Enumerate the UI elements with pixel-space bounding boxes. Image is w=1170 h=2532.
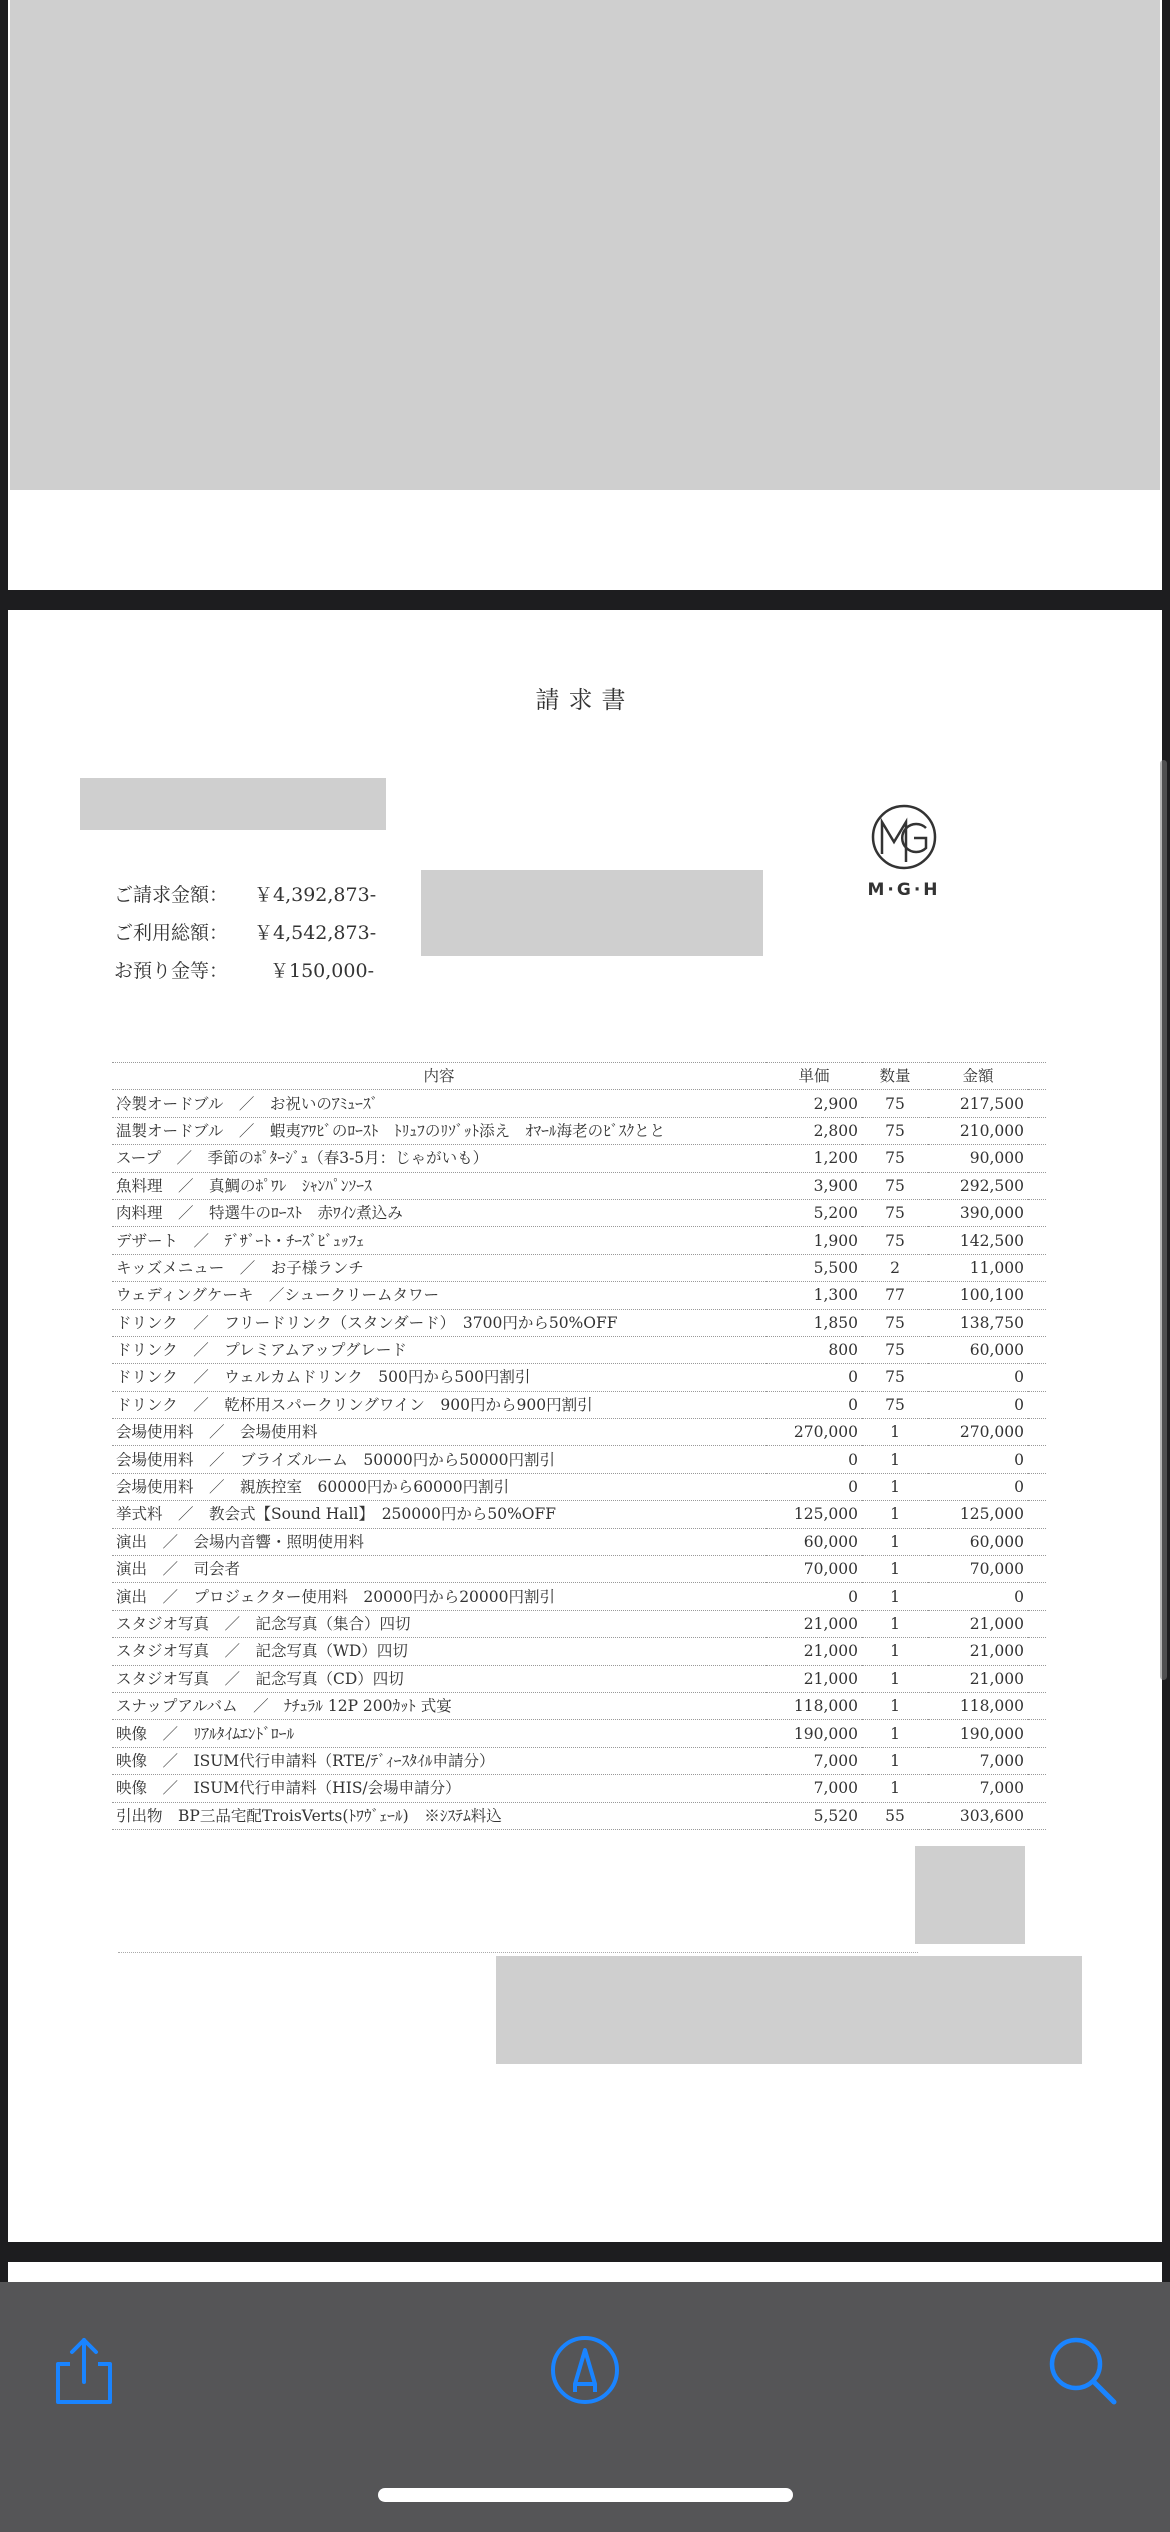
summary-label: ご請求金額： bbox=[114, 884, 229, 906]
cell-spacer bbox=[1028, 1391, 1046, 1418]
share-button[interactable] bbox=[44, 2330, 124, 2410]
cell-quantity: 75 bbox=[862, 1172, 928, 1199]
logo-text: M·G·H bbox=[867, 880, 941, 900]
table-header-row bbox=[112, 1063, 1046, 1090]
cell-spacer bbox=[1028, 1610, 1046, 1637]
table-row bbox=[112, 1364, 1046, 1391]
cell-spacer bbox=[1028, 1501, 1046, 1528]
cell-description: 映像 ／ ISUM代行申請料（RTE/ﾃﾞｨｰｽﾀｲﾙ申請分） bbox=[112, 1747, 766, 1774]
cell-spacer bbox=[1028, 1117, 1046, 1144]
cell-amount: 21,000 bbox=[928, 1638, 1028, 1665]
markup-icon bbox=[545, 2330, 625, 2410]
table-body bbox=[112, 1090, 1046, 1830]
cell-description: キッズメニュー ／ お子様ランチ bbox=[112, 1254, 766, 1281]
cell-spacer bbox=[1028, 1528, 1046, 1555]
header-amount: 金額 bbox=[928, 1063, 1028, 1090]
cell-unit-price: 7,000 bbox=[766, 1747, 862, 1774]
cell-amount: 11,000 bbox=[928, 1254, 1028, 1281]
table-row bbox=[112, 1117, 1046, 1144]
redacted-total bbox=[915, 1846, 1025, 1944]
cell-description: 肉料理 ／ 特選牛のﾛｰｽﾄ 赤ﾜｲﾝ煮込み bbox=[112, 1199, 766, 1226]
cell-amount: 190,000 bbox=[928, 1720, 1028, 1747]
cell-unit-price: 0 bbox=[766, 1583, 862, 1610]
header-description: 内容 bbox=[112, 1063, 766, 1090]
cell-amount: 390,000 bbox=[928, 1199, 1028, 1226]
cell-amount: 7,000 bbox=[928, 1775, 1028, 1802]
cell-description: 挙式料 ／ 教会式【Sound Hall】 250000円から50%OFF bbox=[112, 1501, 766, 1528]
redacted-area bbox=[10, 0, 1160, 490]
cell-spacer bbox=[1028, 1090, 1046, 1117]
cell-amount: 125,000 bbox=[928, 1501, 1028, 1528]
cell-description: スタジオ写真 ／ 記念写真（CD）四切 bbox=[112, 1665, 766, 1692]
cell-spacer bbox=[1028, 1227, 1046, 1254]
cell-description: スナップアルバム ／ ﾅﾁｭﾗﾙ 12P 200ｶｯﾄ 式宴 bbox=[112, 1692, 766, 1719]
cell-amount: 70,000 bbox=[928, 1556, 1028, 1583]
search-icon bbox=[1042, 2330, 1122, 2410]
cell-spacer bbox=[1028, 1199, 1046, 1226]
cell-amount: 21,000 bbox=[928, 1610, 1028, 1637]
cell-unit-price: 800 bbox=[766, 1336, 862, 1363]
cell-description: 演出 ／ プロジェクター使用料 20000円から20000円割引 bbox=[112, 1583, 766, 1610]
cell-quantity: 75 bbox=[862, 1145, 928, 1172]
divider bbox=[118, 1952, 918, 1953]
cell-spacer bbox=[1028, 1638, 1046, 1665]
cell-description: 会場使用料 ／ 親族控室 60000円から60000円割引 bbox=[112, 1473, 766, 1500]
pdf-page-1 bbox=[8, 0, 1162, 590]
cell-spacer bbox=[1028, 1556, 1046, 1583]
cell-spacer bbox=[1028, 1473, 1046, 1500]
table-row bbox=[112, 1446, 1046, 1473]
table-row bbox=[112, 1610, 1046, 1637]
cell-amount: 210,000 bbox=[928, 1117, 1028, 1144]
cell-unit-price: 3,900 bbox=[766, 1172, 862, 1199]
table-row bbox=[112, 1336, 1046, 1363]
company-logo bbox=[844, 802, 964, 900]
cell-amount: 60,000 bbox=[928, 1528, 1028, 1555]
cell-unit-price: 0 bbox=[766, 1364, 862, 1391]
cell-unit-price: 5,520 bbox=[766, 1802, 862, 1829]
cell-quantity: 1 bbox=[862, 1556, 928, 1583]
cell-description: スタジオ写真 ／ 記念写真（WD）四切 bbox=[112, 1638, 766, 1665]
logo-mark-icon bbox=[868, 802, 940, 872]
cell-quantity: 75 bbox=[862, 1117, 928, 1144]
cell-amount: 0 bbox=[928, 1364, 1028, 1391]
table-row bbox=[112, 1090, 1046, 1117]
cell-quantity: 1 bbox=[862, 1528, 928, 1555]
cell-quantity: 75 bbox=[862, 1391, 928, 1418]
cell-quantity: 1 bbox=[862, 1775, 928, 1802]
table-row bbox=[112, 1775, 1046, 1802]
cell-amount: 292,500 bbox=[928, 1172, 1028, 1199]
cell-description: ドリンク ／ フリードリンク（スタンダード） 3700円から50%OFF bbox=[112, 1309, 766, 1336]
cell-quantity: 75 bbox=[862, 1199, 928, 1226]
table-row bbox=[112, 1473, 1046, 1500]
table-row bbox=[112, 1199, 1046, 1226]
usage-total-row bbox=[114, 918, 376, 945]
cell-amount: 90,000 bbox=[928, 1145, 1028, 1172]
table-row bbox=[112, 1419, 1046, 1446]
cell-unit-price: 1,300 bbox=[766, 1282, 862, 1309]
cell-spacer bbox=[1028, 1747, 1046, 1774]
cell-description: 温製オードブル ／ 蝦夷ｱﾜﾋﾞのﾛｰｽﾄ ﾄﾘｭﾌのﾘｿﾞｯﾄ添え ｵﾏｰﾙ海老のﾋﾞｽｸとと bbox=[112, 1117, 766, 1144]
cell-description: ドリンク ／ 乾杯用スパークリングワイン 900円から900円割引 bbox=[112, 1391, 766, 1418]
header-quantity: 数量 bbox=[862, 1063, 928, 1090]
header-spacer bbox=[1028, 1063, 1046, 1090]
cell-spacer bbox=[1028, 1446, 1046, 1473]
cell-amount: 60,000 bbox=[928, 1336, 1028, 1363]
redacted-info bbox=[421, 870, 763, 956]
cell-unit-price: 190,000 bbox=[766, 1720, 862, 1747]
table-row bbox=[112, 1638, 1046, 1665]
table-row bbox=[112, 1254, 1046, 1281]
cell-spacer bbox=[1028, 1309, 1046, 1336]
cell-quantity: 55 bbox=[862, 1802, 928, 1829]
cell-spacer bbox=[1028, 1692, 1046, 1719]
cell-amount: 118,000 bbox=[928, 1692, 1028, 1719]
cell-quantity: 1 bbox=[862, 1583, 928, 1610]
cell-spacer bbox=[1028, 1665, 1046, 1692]
scrollbar[interactable] bbox=[1160, 760, 1167, 1680]
redacted-footer bbox=[496, 1956, 1082, 2064]
cell-spacer bbox=[1028, 1282, 1046, 1309]
cell-unit-price: 0 bbox=[766, 1473, 862, 1500]
cell-amount: 0 bbox=[928, 1446, 1028, 1473]
summary-value: ￥150,000- bbox=[270, 960, 374, 982]
cell-amount: 7,000 bbox=[928, 1747, 1028, 1774]
cell-quantity: 1 bbox=[862, 1692, 928, 1719]
cell-unit-price: 2,900 bbox=[766, 1090, 862, 1117]
cell-quantity: 77 bbox=[862, 1282, 928, 1309]
cell-unit-price: 5,500 bbox=[766, 1254, 862, 1281]
cell-spacer bbox=[1028, 1720, 1046, 1747]
summary-label: ご利用総額： bbox=[114, 922, 229, 944]
table-row bbox=[112, 1282, 1046, 1309]
document-title: 請求書 bbox=[535, 686, 635, 714]
table-row bbox=[112, 1720, 1046, 1747]
cell-amount: 21,000 bbox=[928, 1665, 1028, 1692]
cell-description: ドリンク ／ ウェルカムドリンク 500円から500円割引 bbox=[112, 1364, 766, 1391]
cell-unit-price: 1,850 bbox=[766, 1309, 862, 1336]
cell-unit-price: 0 bbox=[766, 1391, 862, 1418]
cell-description: スタジオ写真 ／ 記念写真（集合）四切 bbox=[112, 1610, 766, 1637]
cell-amount: 270,000 bbox=[928, 1419, 1028, 1446]
cell-description: 演出 ／ 司会者 bbox=[112, 1556, 766, 1583]
cell-description: 演出 ／ 会場内音響・照明使用料 bbox=[112, 1528, 766, 1555]
cell-quantity: 2 bbox=[862, 1254, 928, 1281]
cell-quantity: 1 bbox=[862, 1419, 928, 1446]
cell-amount: 100,100 bbox=[928, 1282, 1028, 1309]
invoice-table bbox=[112, 1062, 1046, 1830]
cell-unit-price: 7,000 bbox=[766, 1775, 862, 1802]
cell-unit-price: 1,900 bbox=[766, 1227, 862, 1254]
cell-unit-price: 21,000 bbox=[766, 1610, 862, 1637]
table-row bbox=[112, 1665, 1046, 1692]
table-row bbox=[112, 1501, 1046, 1528]
cell-description: 映像 ／ ﾘｱﾙﾀｲﾑｴﾝﾄﾞﾛｰﾙ bbox=[112, 1720, 766, 1747]
cell-quantity: 1 bbox=[862, 1501, 928, 1528]
cell-spacer bbox=[1028, 1775, 1046, 1802]
cell-spacer bbox=[1028, 1145, 1046, 1172]
cell-quantity: 75 bbox=[862, 1090, 928, 1117]
table-row bbox=[112, 1145, 1046, 1172]
cell-unit-price: 60,000 bbox=[766, 1528, 862, 1555]
cell-spacer bbox=[1028, 1336, 1046, 1363]
cell-description: 引出物 BP三品宅配TroisVerts(ﾄﾜｳﾞｪｰﾙ) ※ｼｽﾃﾑ料込 bbox=[112, 1802, 766, 1829]
cell-amount: 142,500 bbox=[928, 1227, 1028, 1254]
cell-description: ドリンク ／ プレミアムアップグレード bbox=[112, 1336, 766, 1363]
cell-description: 映像 ／ ISUM代行申請料（HIS/会場申請分） bbox=[112, 1775, 766, 1802]
cell-spacer bbox=[1028, 1172, 1046, 1199]
billing-amount-row bbox=[114, 880, 376, 907]
summary-label: お預り金等： bbox=[114, 960, 229, 982]
header-unit-price: 単価 bbox=[766, 1063, 862, 1090]
cell-unit-price: 70,000 bbox=[766, 1556, 862, 1583]
cell-description: 冷製オードブル ／ お祝いのｱﾐｭｰｽﾞ bbox=[112, 1090, 766, 1117]
cell-spacer bbox=[1028, 1802, 1046, 1829]
cell-unit-price: 5,200 bbox=[766, 1199, 862, 1226]
cell-spacer bbox=[1028, 1419, 1046, 1446]
table-row bbox=[112, 1802, 1046, 1829]
cell-description: 魚料理 ／ 真鯛のﾎﾟﾜﾚ ｼｬﾝﾊﾟﾝｿｰｽ bbox=[112, 1172, 766, 1199]
cell-unit-price: 1,200 bbox=[766, 1145, 862, 1172]
table-row bbox=[112, 1309, 1046, 1336]
summary-value: ￥4,392,873- bbox=[254, 884, 377, 906]
table-row bbox=[112, 1692, 1046, 1719]
cell-unit-price: 2,800 bbox=[766, 1117, 862, 1144]
cell-spacer bbox=[1028, 1583, 1046, 1610]
redacted-recipient bbox=[80, 778, 386, 830]
table-row bbox=[112, 1583, 1046, 1610]
home-indicator bbox=[378, 2488, 793, 2502]
cell-unit-price: 0 bbox=[766, 1446, 862, 1473]
summary-value: ￥4,542,873- bbox=[254, 922, 377, 944]
cell-description: デザート ／ ﾃﾞｻﾞｰﾄ・ﾁｰｽﾞﾋﾞｭｯﾌｪ bbox=[112, 1227, 766, 1254]
deposit-row bbox=[114, 956, 374, 983]
cell-amount: 0 bbox=[928, 1473, 1028, 1500]
cell-quantity: 1 bbox=[862, 1720, 928, 1747]
table-row bbox=[112, 1172, 1046, 1199]
cell-quantity: 75 bbox=[862, 1309, 928, 1336]
table-row bbox=[112, 1391, 1046, 1418]
cell-quantity: 1 bbox=[862, 1638, 928, 1665]
cell-description: ウェディングケーキ ／シュークリームタワー bbox=[112, 1282, 766, 1309]
cell-unit-price: 125,000 bbox=[766, 1501, 862, 1528]
table-row bbox=[112, 1556, 1046, 1583]
cell-amount: 0 bbox=[928, 1583, 1028, 1610]
table-row bbox=[112, 1747, 1046, 1774]
cell-spacer bbox=[1028, 1364, 1046, 1391]
cell-quantity: 1 bbox=[862, 1473, 928, 1500]
share-icon bbox=[44, 2330, 124, 2410]
table-row bbox=[112, 1227, 1046, 1254]
cell-amount: 217,500 bbox=[928, 1090, 1028, 1117]
cell-description: 会場使用料 ／ 会場使用料 bbox=[112, 1419, 766, 1446]
cell-spacer bbox=[1028, 1254, 1046, 1281]
cell-quantity: 75 bbox=[862, 1227, 928, 1254]
cell-quantity: 1 bbox=[862, 1446, 928, 1473]
cell-description: スープ ／ 季節のﾎﾟﾀｰｼﾞｭ（春3-5月：じゃがいも） bbox=[112, 1145, 766, 1172]
cell-description: 会場使用料 ／ ブライズルーム 50000円から50000円割引 bbox=[112, 1446, 766, 1473]
cell-quantity: 75 bbox=[862, 1336, 928, 1363]
cell-amount: 138,750 bbox=[928, 1309, 1028, 1336]
cell-unit-price: 21,000 bbox=[766, 1638, 862, 1665]
cell-quantity: 75 bbox=[862, 1364, 928, 1391]
search-button[interactable] bbox=[1042, 2330, 1122, 2410]
cell-quantity: 1 bbox=[862, 1665, 928, 1692]
cell-unit-price: 118,000 bbox=[766, 1692, 862, 1719]
markup-button[interactable] bbox=[545, 2330, 625, 2410]
pdf-page-2 bbox=[8, 610, 1162, 2242]
cell-quantity: 1 bbox=[862, 1610, 928, 1637]
cell-quantity: 1 bbox=[862, 1747, 928, 1774]
cell-amount: 303,600 bbox=[928, 1802, 1028, 1829]
cell-amount: 0 bbox=[928, 1391, 1028, 1418]
cell-unit-price: 270,000 bbox=[766, 1419, 862, 1446]
table-row bbox=[112, 1528, 1046, 1555]
cell-unit-price: 21,000 bbox=[766, 1665, 862, 1692]
